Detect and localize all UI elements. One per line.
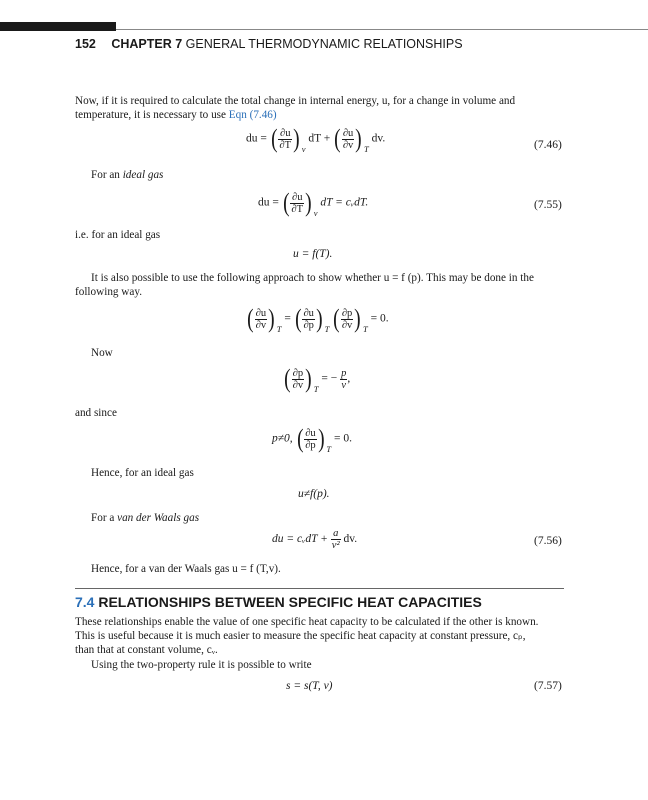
hence-ideal-gas: Hence, for an ideal gas bbox=[91, 467, 194, 479]
ie-line: i.e. for an ideal gas bbox=[75, 229, 161, 241]
para1-line1: Now, if it is required to calculate the total change in internal energy, u, for a change in volume and bbox=[75, 95, 516, 107]
section-title: RELATIONSHIPS BETWEEN SPECIFIC HEAT CAPACITIES bbox=[98, 594, 482, 610]
equation-7-46: du = ( $\frac{\partial u}{\partial T}$ ) v dT + ( $\frac{\partial u}{\partial v}$ ) T dv. bbox=[246, 124, 386, 154]
equation-dp-dv: ( $\frac{\partial p}{\partial v}$ ) T = − $\frac{p}{v}$ , bbox=[284, 364, 351, 394]
header-rule bbox=[116, 29, 648, 30]
para3-line1: These relationships enable the value of one specific heat capacity to be calculated if the other is known. bbox=[75, 616, 539, 628]
ideal-gas-label: For an ideal gas bbox=[91, 169, 164, 181]
para2-line1: It is also possible to use the following approach to show whether u = f (p). This may be done in the bbox=[91, 272, 534, 284]
eqn-746-link[interactable]: Eqn (7.46) bbox=[228, 109, 277, 121]
para3-line2: This is useful because it is much easier to measure the specific heat capacity at constant pressure, cₚ, bbox=[75, 630, 526, 642]
section-heading bbox=[75, 594, 482, 610]
equation-chain-rule: ( $\frac{\partial u}{\partial v}$ ) T = ( $\frac{\partial u}{\partial p}$ ) T ( $\frac{\partial p}{\partial v}$ ) T = 0. bbox=[247, 304, 389, 334]
eq-number-7-46: (7.46) bbox=[534, 139, 562, 151]
para2-line2: following way. bbox=[75, 286, 143, 298]
page-number: 152 bbox=[75, 37, 96, 51]
eq-number-7-55: (7.55) bbox=[534, 199, 562, 211]
running-header bbox=[75, 37, 463, 51]
section-rule bbox=[75, 588, 564, 589]
para3-line3: than that at constant volume, cᵥ. bbox=[75, 644, 218, 656]
para1-line2: temperature, it is necessary to use Eqn (7.46) bbox=[75, 109, 277, 121]
equation-u-ne-f-p: u≠f(p). bbox=[298, 488, 330, 500]
equation-7-57: s = s(T, v) bbox=[286, 680, 333, 692]
equation-7-55: du = ( $\frac{\partial u}{\partial T}$ ) v dT = cᵥdT. bbox=[258, 188, 369, 218]
equation-u-f-T: u = f(T). bbox=[293, 248, 333, 260]
eq-number-7-57: (7.57) bbox=[534, 680, 562, 692]
and-since-label: and since bbox=[75, 407, 117, 419]
chapter-label: CHAPTER 7 bbox=[111, 37, 183, 51]
section-number: 7.4 bbox=[75, 594, 95, 610]
hence-vdw: Hence, for a van der Waals gas u = f (T,v). bbox=[91, 563, 281, 575]
header-bar bbox=[0, 22, 116, 31]
para3-line4: Using the two-property rule it is possible to write bbox=[91, 659, 312, 671]
vdw-label: For a van der Waals gas bbox=[91, 512, 200, 524]
eq-number-7-56: (7.56) bbox=[534, 535, 562, 547]
equation-p-ne-0: p≠0, ( $\frac{\partial u}{\partial p}$ ) T = 0. bbox=[272, 424, 352, 454]
equation-7-56: du = cᵥdT + $\frac{a}{\text{v²}}$ dv. bbox=[272, 528, 358, 551]
now-label: Now bbox=[91, 347, 113, 359]
chapter-title: GENERAL THERMODYNAMIC RELATIONSHIPS bbox=[185, 37, 463, 51]
